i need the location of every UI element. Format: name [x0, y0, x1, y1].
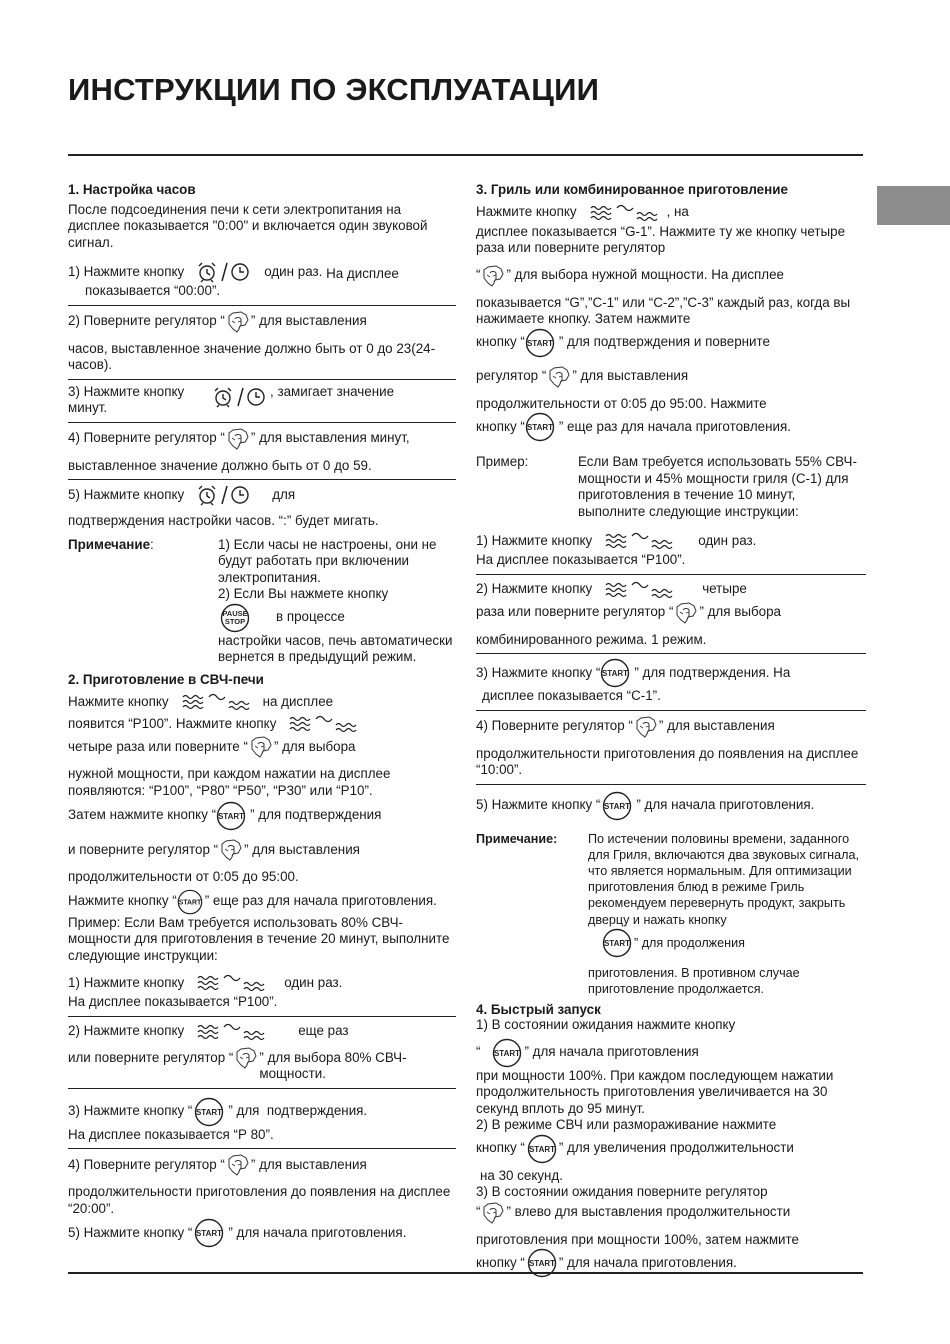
s3-st4-a: 4) Поверните регулятор “	[476, 718, 633, 734]
s1-step-1	[68, 257, 456, 306]
dial-knob-icon	[547, 365, 571, 389]
s2-st3-a: 3) Нажмите кнопку “	[68, 1103, 193, 1119]
s2-p1-j: ” для выставления	[244, 841, 360, 857]
microwave-grill-icon	[288, 713, 364, 735]
s1-note-2: 2) Если Вы нажмете кнопку	[218, 586, 389, 601]
s3-example	[476, 454, 866, 520]
s3-st1-a: 1) Нажмите кнопку	[476, 532, 593, 548]
s3-p1-l: кнопку “	[476, 418, 525, 434]
s3-note-1: По истечении половины времени, заданного для Гриля, включаются два звуковых сигнала, что является нормальным. Для оптимизации приготовления блюд в режиме Гриль рекомендуем перевернуть продукт, закрыть дверцу и нажать кнопку	[588, 831, 859, 927]
s1-step3-text-c: минут.	[68, 400, 108, 415]
s2-step-3	[68, 1089, 456, 1150]
s1-note	[68, 537, 456, 666]
s3-st3-b: ” для подтверждения. На	[634, 664, 791, 680]
s1-step3-text-b: , замигает значение	[270, 383, 395, 399]
s1-note-3: в процессе	[276, 609, 345, 625]
s3-st2-b: четыре	[702, 581, 747, 597]
s3-p1-f: показывается “G”,”C-1” или “C-2”,”C-3” каждый раз, когда вы нажимаете кнопку. Затем нажмите	[476, 294, 851, 326]
s3-p1-i: регулятор “	[476, 368, 547, 384]
s3-st5-a: 5) Нажмите кнопку “	[476, 797, 601, 813]
s2-step-2	[68, 1017, 456, 1089]
dial-knob-icon	[234, 1046, 258, 1070]
section-1-intro: После подсоединения печи к сети электропитания на дисплее показывается "0:00" и включается один звуковой сигнал.	[68, 201, 428, 250]
s1-step4-text-b: ” для выставления минут,	[250, 430, 410, 446]
clock-timer-icon	[196, 484, 250, 506]
s2-p1-l: Нажмите кнопку “	[68, 892, 177, 908]
bottom-divider	[68, 1272, 863, 1274]
dial-knob-icon	[226, 427, 250, 451]
s1-step1-text-a: 1) Нажмите кнопку	[68, 263, 185, 279]
section-1-title: 1. Настройка часов	[68, 182, 196, 197]
s2-p1-n: Пример: Если Вам требуется использовать 80% СВЧ-мощности для приготовления в течение 20 минут, выполните следующие инструкции:	[68, 914, 450, 963]
microwave-grill-icon	[604, 579, 680, 601]
start-icon-label: START	[218, 812, 245, 821]
s1-step-5	[68, 480, 456, 535]
section-2-title: 2. Приготовление в СВЧ-печи	[68, 671, 264, 687]
s3-p1-d: “	[476, 267, 481, 283]
start-icon-label: START	[196, 1229, 223, 1238]
start-button-icon	[216, 801, 246, 831]
start-icon-label: START	[178, 899, 202, 907]
microwave-grill-icon	[196, 1021, 272, 1043]
s2-st1-c: На дисплее показывается “Р100”.	[68, 994, 278, 1009]
clock-timer-icon	[212, 386, 266, 408]
s3-st3-a: 3) Нажмите кнопку “	[476, 664, 601, 680]
s3-st1-c: На дисплее показывается “Р100”.	[476, 552, 686, 567]
right-column	[476, 182, 866, 1278]
s2-st5-a: 5) Нажмите кнопку “	[68, 1224, 193, 1240]
s1-step4-text-c: выставленное значение должно быть от 0 до 59.	[68, 457, 372, 473]
microwave-grill-icon	[604, 530, 680, 552]
s4-p5-b: ” для увеличения продолжительности	[558, 1140, 794, 1156]
s3-p1-g: кнопку “	[476, 334, 525, 350]
start-icon-label: START	[604, 801, 631, 811]
s3-note-colon: :	[553, 831, 558, 846]
s3-st2-a: 2) Нажмите кнопку	[476, 581, 593, 597]
s1-step-4	[68, 423, 456, 481]
s2-p1-b: на дисплее	[262, 693, 334, 709]
s4-p6: на 30 секунд.	[480, 1167, 563, 1183]
s3-p1-k: продолжительности от 0:05 до 95:00. Нажмите	[476, 395, 767, 411]
microwave-grill-icon	[196, 972, 272, 994]
start-icon-label: START	[526, 338, 553, 348]
start-button-icon	[525, 412, 555, 442]
start-button-icon	[600, 658, 630, 688]
s4-p5-a: кнопку “	[476, 1140, 525, 1156]
s2-p1-i: и поверните регулятор “	[68, 841, 219, 857]
s3-example-text: Если Вам требуется использовать 55% СВЧ-мощности и 45% мощности гриля (С-1) для приготовления в течение 10 минут, выполните следующие инструкции:	[578, 454, 857, 519]
s4-p3: при мощности 100%. При каждом последующем нажатии продолжительность приготовления увеличивается на 30 секунд вплоть до 95 минут.	[476, 1067, 834, 1116]
s3-p1-j: ” для выставления	[572, 368, 689, 384]
s3-note-2: ” для продолжения	[634, 935, 745, 950]
s3-example-label: Пример:	[476, 454, 529, 469]
dial-knob-icon	[219, 838, 243, 862]
s3-st2-d: ” для выбора	[699, 604, 781, 620]
s1-step1-text-b: один раз.	[264, 263, 323, 279]
start-button-icon	[194, 1218, 224, 1248]
s1-step5-text-c: подтверждения настройки часов. “:” будет мигать.	[68, 513, 379, 528]
s2-st3-b: ” для подтверждения.	[228, 1103, 368, 1119]
s2-st2-d: ” для выбора 80% СВЧ-мощности.	[259, 1049, 407, 1081]
section-tab-marker	[877, 186, 950, 225]
s3-note-label: Примечание	[476, 831, 554, 846]
s3-st4-b: ” для выставления	[658, 718, 775, 734]
s3-step-5	[476, 791, 866, 821]
s1-step1-text-c: На дисплее	[322, 265, 399, 281]
section-3-title: 3. Гриль или комбинированное приготовление	[476, 182, 788, 197]
s4-p10-b: ” для начала приготовления.	[558, 1254, 737, 1270]
s2-p1-g: Затем нажмите кнопку “	[68, 806, 217, 822]
s2-p1-c: появится “Р100”. Нажмите кнопку	[68, 715, 277, 731]
s3-p1-a: Нажмите кнопку	[476, 204, 577, 220]
s3-step-4	[476, 711, 866, 785]
start-button-icon	[492, 1038, 522, 1068]
s4-p8-b: ” влево для выставления продолжительности	[506, 1204, 791, 1220]
s1-step2-text-b: ” для выставления	[250, 313, 367, 329]
s2-p1-f: нужной мощности, при каждом нажатии на дисплее появляются: “Р100”, “Р80” “Р50”, “Р30” или “Р10”.	[68, 766, 391, 798]
s2-step-1	[68, 968, 456, 1017]
dial-knob-icon	[634, 715, 658, 739]
s4-p1: 1) В состоянии ожидания нажмите кнопку	[476, 1017, 736, 1033]
microwave-grill-icon	[181, 691, 257, 713]
left-column	[68, 182, 456, 1248]
s1-step1-text-d: показывается “00:00”.	[85, 283, 221, 298]
s3-p1-h: ” для подтверждения и поверните	[558, 334, 770, 350]
s4-p9: приготовления при мощности 100%, затем нажмите	[476, 1231, 799, 1247]
start-icon-label: START	[196, 1107, 223, 1117]
s1-step5-text-b: для	[272, 486, 296, 502]
s1-step2-text-c: часов, выставленное значение должно быть от 0 до 23(24-часов).	[68, 340, 436, 372]
s2-st3-c: На дисплее показывается “Р 80”.	[68, 1126, 274, 1142]
s1-step-3	[68, 380, 456, 423]
s1-step4-text-a: 4) Поверните регулятор “	[68, 430, 225, 446]
pause-stop-button-icon	[220, 603, 250, 633]
s3-p1-c: дисплее показывается “G-1”. Нажмите ту же кнопку четыре раза или поверните регулятор	[476, 223, 846, 255]
s3-step-1	[476, 526, 866, 575]
s2-p1-a: Нажмите кнопку	[68, 693, 169, 709]
s2-step-4	[68, 1149, 456, 1222]
s1-step5-text-a: 5) Нажмите кнопку	[68, 486, 185, 502]
s3-p1-m: ” еще раз для начала приготовления.	[558, 418, 791, 434]
s4-p10-a: кнопку “	[476, 1254, 525, 1270]
dial-knob-icon	[481, 264, 505, 288]
top-divider	[68, 154, 863, 156]
dial-knob-icon	[249, 735, 273, 759]
s2-st2-b: еще раз	[298, 1023, 349, 1039]
s1-note-label: Примечание	[68, 536, 151, 552]
dial-knob-icon	[674, 601, 698, 625]
s2-st4-c: продолжительности приготовления до появления на дисплее “20:00”.	[68, 1184, 451, 1216]
s3-note-3: приготовления. В противном случае приготовление продолжается.	[588, 965, 800, 996]
page-title: ИНСТРУКЦИИ ПО ЭКСПЛУАТАЦИИ	[68, 72, 600, 107]
s4-p8-a: “	[476, 1204, 481, 1220]
start-button-icon	[602, 791, 632, 821]
s2-st1-b: один раз.	[284, 974, 343, 990]
section-4-title: 4. Быстрый запуск	[476, 1002, 601, 1018]
start-icon-label: START	[494, 1048, 521, 1058]
start-button-icon	[527, 1134, 557, 1164]
start-icon-label: START	[526, 423, 553, 432]
s2-p1-k: продолжительности от 0:05 до 95:00.	[68, 869, 299, 884]
s1-note-4: настройки часов, печь автоматически вернется в предыдущий режим.	[218, 632, 453, 664]
s3-step-3	[476, 654, 866, 711]
start-icon-label: START	[528, 1259, 555, 1269]
s3-note	[476, 831, 866, 998]
s1-step-2	[68, 306, 456, 380]
s2-p1-d: четыре раза или поверните “	[68, 738, 248, 754]
clock-timer-icon	[196, 261, 250, 283]
s3-step-2	[476, 575, 866, 655]
s3-st2-e: комбинированного режима. 1 режим.	[476, 631, 707, 647]
s3-p1-b: , на	[666, 204, 689, 220]
s4-p2-b: ” для начала приготовления	[524, 1044, 699, 1060]
s4-p4: 2) В режиме СВЧ или размораживание нажмите	[476, 1117, 777, 1133]
s2-st4-b: ” для выставления	[250, 1156, 367, 1172]
s3-st2-c: раза или поверните регулятор “	[476, 604, 674, 620]
start-button-icon	[177, 889, 203, 915]
s2-st2-c: или поверните регулятор “	[68, 1049, 234, 1065]
s2-st5-b: ” для начала приготовления.	[228, 1224, 407, 1240]
s2-p1-h: ” для подтверждения	[250, 806, 382, 822]
s2-p1-e: ” для выбора	[273, 738, 356, 754]
stop-icon-label: STOP	[224, 616, 246, 626]
pause-icon-label: PAUSE	[222, 608, 248, 618]
s3-st4-c: продолжительности приготовления до появления на дисплее “10:00”.	[476, 745, 859, 777]
s4-p7: 3) В состоянии ожидания поверните регулятор	[476, 1184, 768, 1200]
start-icon-label: START	[602, 669, 629, 678]
s3-p1-e: ” для выбора нужной мощности. На дисплее	[506, 267, 785, 283]
start-button-icon	[602, 928, 632, 958]
s2-st1-a: 1) Нажмите кнопку	[68, 974, 185, 990]
start-icon-label: START	[603, 938, 631, 948]
start-button-icon	[194, 1097, 224, 1127]
s1-step2-text-a: 2) Поверните регулятор “	[68, 313, 225, 329]
s4-p2-a: “	[476, 1044, 481, 1060]
s1-note-1: 1) Если часы не настроены, они не будут работать при включении электропитания.	[218, 536, 437, 585]
s1-step3-text-a: 3) Нажмите кнопку	[68, 383, 185, 399]
s1-note-colon: :	[150, 536, 154, 552]
start-icon-label: START	[528, 1144, 555, 1154]
s3-st5-b: ” для начала приготовления.	[636, 797, 815, 813]
s2-p1-m: ” еще раз для начала приготовления.	[204, 892, 437, 908]
s3-st1-b: один раз.	[698, 532, 757, 548]
dial-knob-icon	[226, 1153, 250, 1177]
s2-st4-a: 4) Поверните регулятор “	[68, 1156, 225, 1172]
dial-knob-icon	[481, 1201, 505, 1225]
s2-st2-a: 2) Нажмите кнопку	[68, 1023, 185, 1039]
s2-step-5	[68, 1218, 456, 1248]
microwave-grill-icon	[589, 202, 665, 224]
s3-st3-c: дисплее показывается “С-1”.	[482, 688, 661, 703]
dial-knob-icon	[226, 310, 250, 334]
start-button-icon	[525, 328, 555, 358]
